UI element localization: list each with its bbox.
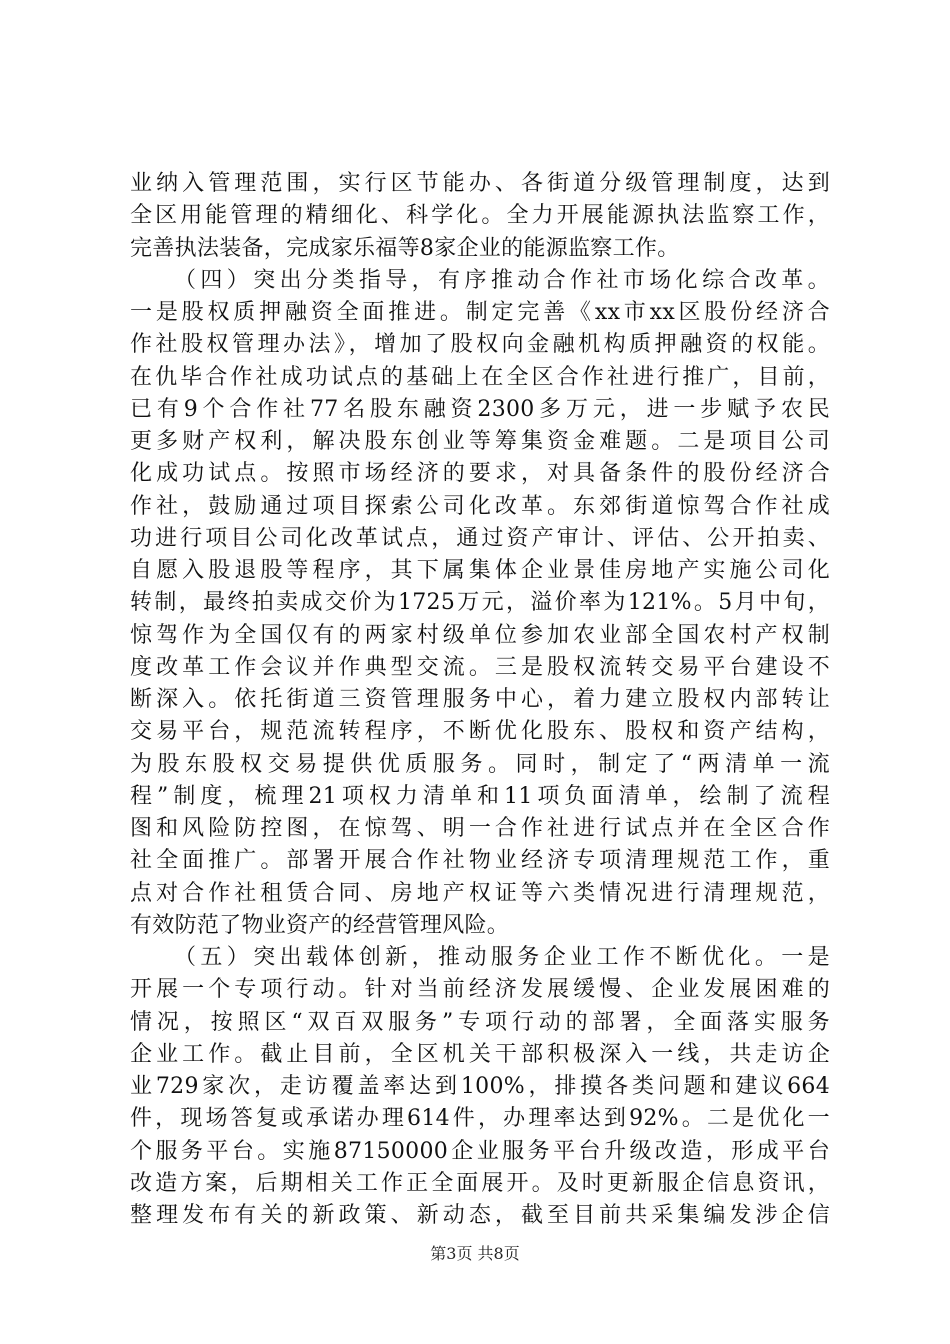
text-line: 功进行项目公司化改革试点，通过资产审计、评估、公开拍卖、 [130, 525, 830, 551]
text-line: 业729家次，走访覆盖率达到100%，排摸各类问题和建议664 [130, 1074, 830, 1099]
text-line: 个服务平台。实施87150000企业服务平台升级改造，形成平台 [130, 1138, 830, 1164]
text-line: 惊驾作为全国仅有的两家村级单位参加农业部全国农村产权制 [130, 622, 830, 648]
text-line: 图和风险防控图，在惊驾、明一合作社进行试点并在全区合作 [130, 816, 830, 841]
text-line: 作社，鼓励通过项目探索公司化改革。东郊街道惊驾合作社成 [130, 493, 830, 519]
text-line: 自愿入股退股等程序，其下属集体企业景佳房地产实施公司化 [130, 558, 830, 583]
text-line: 全区用能管理的精细化、科学化。全力开展能源执法监察工作， [130, 203, 830, 229]
text-line: 更多财产权利，解决股东创业等筹集资金难题。二是项目公司 [130, 429, 830, 454]
page-footer: 第3页 共8页 [430, 1244, 520, 1263]
text-line: 作社股权管理办法》，增加了股权向金融机构质押融资的权能。 [130, 332, 830, 358]
text-line: 交易平台，规范流转程序，不断优化股东、股权和资产结构， [130, 719, 830, 745]
text-line: 有效防范了物业资产的经营管理风险。 [130, 912, 510, 938]
text-line: 转制，最终拍卖成交价为1725万元，溢价率为121%。5月中旬， [130, 590, 830, 616]
document-body [130, 168, 830, 1232]
text-line: 已有9个合作社77名股东融资2300多万元，进一步赋予农民 [130, 396, 830, 422]
text-line: 情况，按照区“双百双服务”专项行动的部署，全面落实服务 [130, 1009, 830, 1035]
text-line: 件，现场答复或承诺办理614件，办理率达到92%。二是优化一 [130, 1106, 830, 1132]
text-line: （五）突出载体创新，推动服务企业工作不断优化。一是 [174, 945, 830, 970]
text-line: 程”制度，梳理21项权力清单和11项负面清单，绘制了流程 [130, 783, 830, 809]
text-line: 一是股权质押融资全面推进。制定完善《xx市xx区股份经济合 [130, 300, 830, 325]
text-line: 化成功试点。按照市场经济的要求，对具备条件的股份经济合 [130, 461, 830, 487]
text-line: 度改革工作会议并作典型交流。三是股权流转交易平台建设不 [130, 654, 830, 680]
text-line: 在仇毕合作社成功试点的基础上在全区合作社进行推广，目前， [130, 364, 830, 390]
text-line: 整理发布有关的新政策、新动态，截至目前共采集编发涉企信 [130, 1203, 830, 1228]
text-line: 点对合作社租赁合同、房地产权证等六类情况进行清理规范， [130, 880, 830, 906]
text-line: （四）突出分类指导，有序推动合作社市场化综合改革。 [174, 267, 830, 293]
text-line: 完善执法装备，完成家乐福等8家企业的能源监察工作。 [130, 235, 680, 261]
text-line: 为股东股权交易提供优质服务。同时，制定了“两清单一流 [130, 751, 830, 777]
text-line: 断深入。依托街道三资管理服务中心，着力建立股权内部转让 [130, 687, 830, 712]
text-line: 企业工作。截止目前，全区机关干部积极深入一线，共走访企 [130, 1041, 830, 1067]
text-line: 社全面推广。部署开展合作社物业经济专项清理规范工作，重 [130, 848, 830, 874]
text-line: 开展一个专项行动。针对当前经济发展缓慢、企业发展困难的 [130, 977, 830, 1003]
text-line: 业纳入管理范围，实行区节能办、各街道分级管理制度，达到 [130, 171, 830, 196]
text-line: 改造方案，后期相关工作正全面展开。及时更新服企信息资讯， [130, 1170, 830, 1196]
